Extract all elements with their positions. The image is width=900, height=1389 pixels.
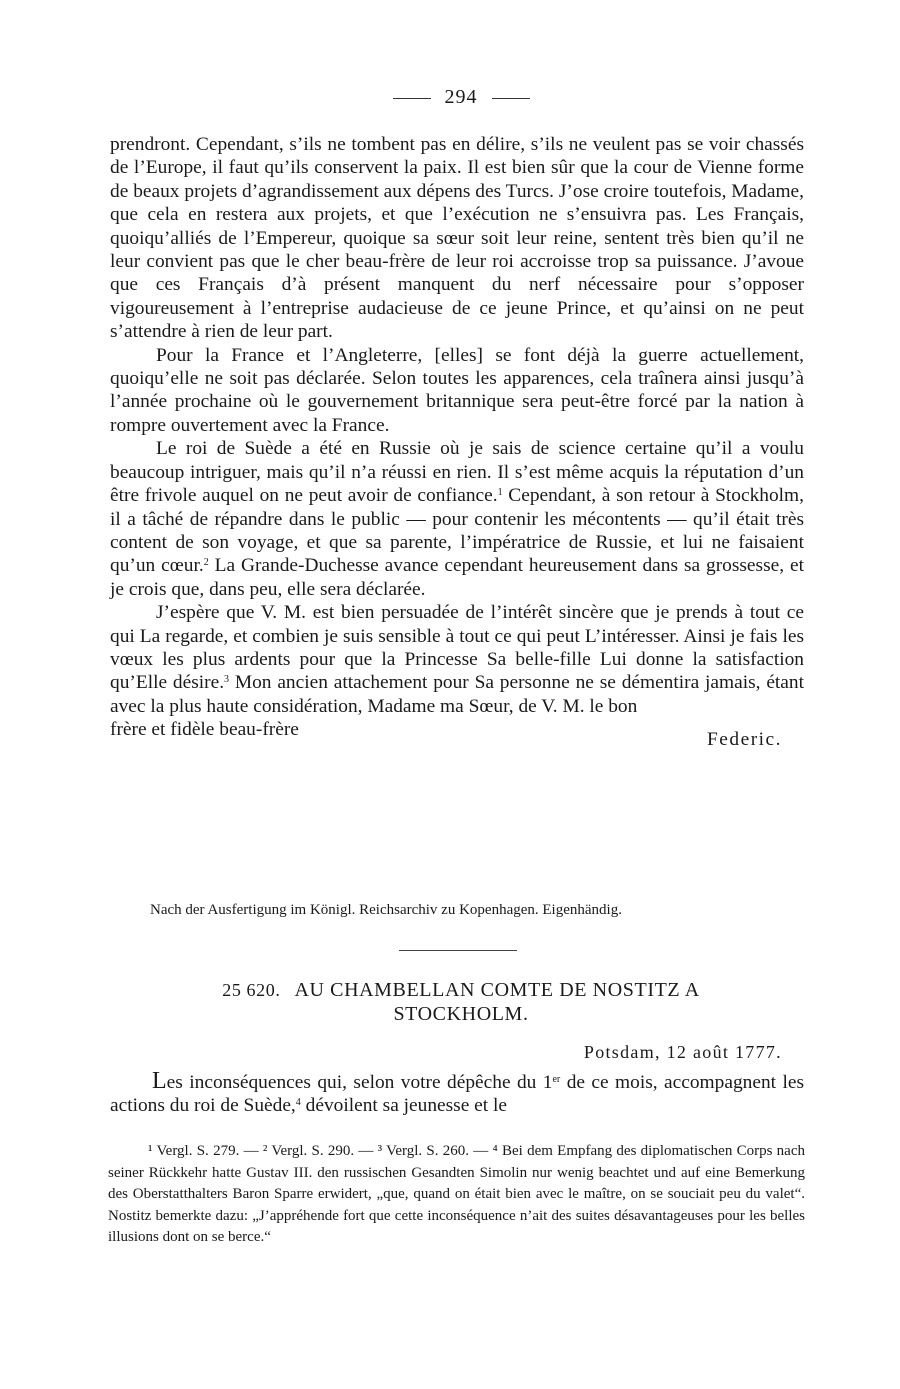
paragraph <box>110 133 804 344</box>
footnote-marker: 2 <box>203 557 209 569</box>
footnote-marker: 4 <box>295 1097 301 1109</box>
section-divider <box>399 950 517 951</box>
paragraph <box>110 437 804 601</box>
initial-letter: L <box>152 1068 167 1094</box>
paragraph-text: La Grande-Duchesse avance cependant heureusement dans sa grossesse, et je crois que, dans peu, elle sera déclarée. <box>110 555 804 600</box>
paragraph <box>110 601 804 718</box>
paragraph-text: Cependant, à son retour à Stockholm, il a tâché de répandre dans le public — pour contenir les mécontents — qu’il était très content de son voyage, et que sa parente, l’impératrice de Russie, et lui ne faisaient qu’un cœur. <box>110 485 804 577</box>
closing-formula: frère et fidèle beau-frère <box>110 719 299 741</box>
paragraph-text: Pour la France et l’Angleterre, [elles] se font déjà la guerre actuellement, quoiqu’elle ne soit pas déclarée. Selon toutes les apparences, cela traînera ainsi jusqu’à l’année prochaine où le gouvernement britannique sera peut-être forcé par la nation à rompre ouvertement avec la France. <box>110 344 804 436</box>
footnotes <box>108 1141 805 1249</box>
paragraph-text: J’espère que V. M. est bien persuadée de l’intérêt sincère que je prends à tout ce qui La regarde, et combien je suis sensible à tout ce qui peut L’intéresser. Ainsi je fais les vœux les plus ardents pour que la Princesse Sa belle-fille Lui donne la satisfaction qu’Elle désire. <box>110 602 804 694</box>
letter-title-line: STOCKHOLM. <box>393 1003 529 1025</box>
letter-text: de ce mois, accompagnent les actions du roi de Suède, <box>110 1072 804 1117</box>
paragraph-text: Le roi de Suède a été en Russie où je sais de science certaine qu’il a voulu beaucoup intriguer, mais qu’il n’a réussi en rien. Il s’est même acquis la réputation d’un être frivole auquel on ne peut avoir de confiance. <box>110 438 804 507</box>
running-header <box>0 86 900 109</box>
letter-body <box>110 1070 804 1118</box>
letter-text: es inconséquences qui, selon votre dépêche du 1 <box>166 1072 553 1093</box>
letter-title-line: AU CHAMBELLAN COMTE DE NOSTITZ A <box>294 979 700 1001</box>
paragraph <box>110 344 804 438</box>
letter-heading <box>0 978 900 1026</box>
header-dash-right <box>492 98 530 99</box>
place-date: Potsdam, 12 août 1777. <box>583 1042 782 1062</box>
paragraph-text: prendront. Cependant, s’ils ne tombent pas en délire, s’ils ne veulent pas se voir chassés de l’Europe, il faut qu’ils conservent la paix. Il est bien sûr que la cour de Vienne forme de beaux projets d’agrandissement aux dépens des Turcs. J’ose croire toutefois, Madame, que cela en restera aux projets, et que l’exécution ne s’ensuivra pas. Les Français, quoiqu’alliés de l’Empereur, quoique sa sœur soit leur reine, sentent très bien qu’il ne leur convient pas que le cher beau-frère de leur roi accroisse trop sa puissance. J’avoue que ces Français d’à présent manquent du nerf nécessaire pour s’opposer vigoureusement à l’entreprise audacieuse de ce jeune Prince, et qu’ainsi on ne peut s’attendre à rien de leur part. <box>110 134 804 343</box>
closing-line <box>110 718 804 758</box>
footnote-marker: 3 <box>224 674 230 686</box>
footnote-text: ¹ Vergl. S. 279. — ² Vergl. S. 290. — ³ Vergl. S. 260. — ⁴ Bei dem Empfang des diplomatischen Corps nach seiner Rückkehr hatte Gustav III. den russischen Gesandten Simolin nur wenig beachtet und auf eine Bemerkung des Oberstatthalters Baron Sparre erwidert, „que, quand on était bien avec le maître, on se souciait peu du valet“. Nostitz bemerkte dazu: „J’appréhende fort que cette inconséquence n’ait des suites désavantageuses pour les belles illusions dont on se berce.“ <box>108 1143 805 1246</box>
source-note: Nach der Ausfertigung im Königl. Reichsarchiv zu Kopenhagen. Eigenhändig. <box>150 902 622 918</box>
paragraph-text: Mon ancien attachement pour Sa personne ne se démentira jamais, étant avec la plus haute considération, Madame ma Sœur, de V. M. le bon <box>110 672 804 717</box>
header-dash-left <box>393 98 431 99</box>
signature: Federic. <box>707 729 782 751</box>
page-number: 294 <box>444 86 478 108</box>
letter-text: dévoilent sa jeunesse et le <box>300 1095 508 1117</box>
continuation-paragraphs <box>110 133 804 718</box>
letter-number: 25 620. <box>222 980 281 1000</box>
letter-title <box>294 979 699 1025</box>
letter-paragraph <box>110 1070 804 1118</box>
ordinal-superscript: er <box>552 1074 561 1085</box>
footnote-marker: 1 <box>497 487 503 499</box>
letter-continuation <box>110 133 804 758</box>
